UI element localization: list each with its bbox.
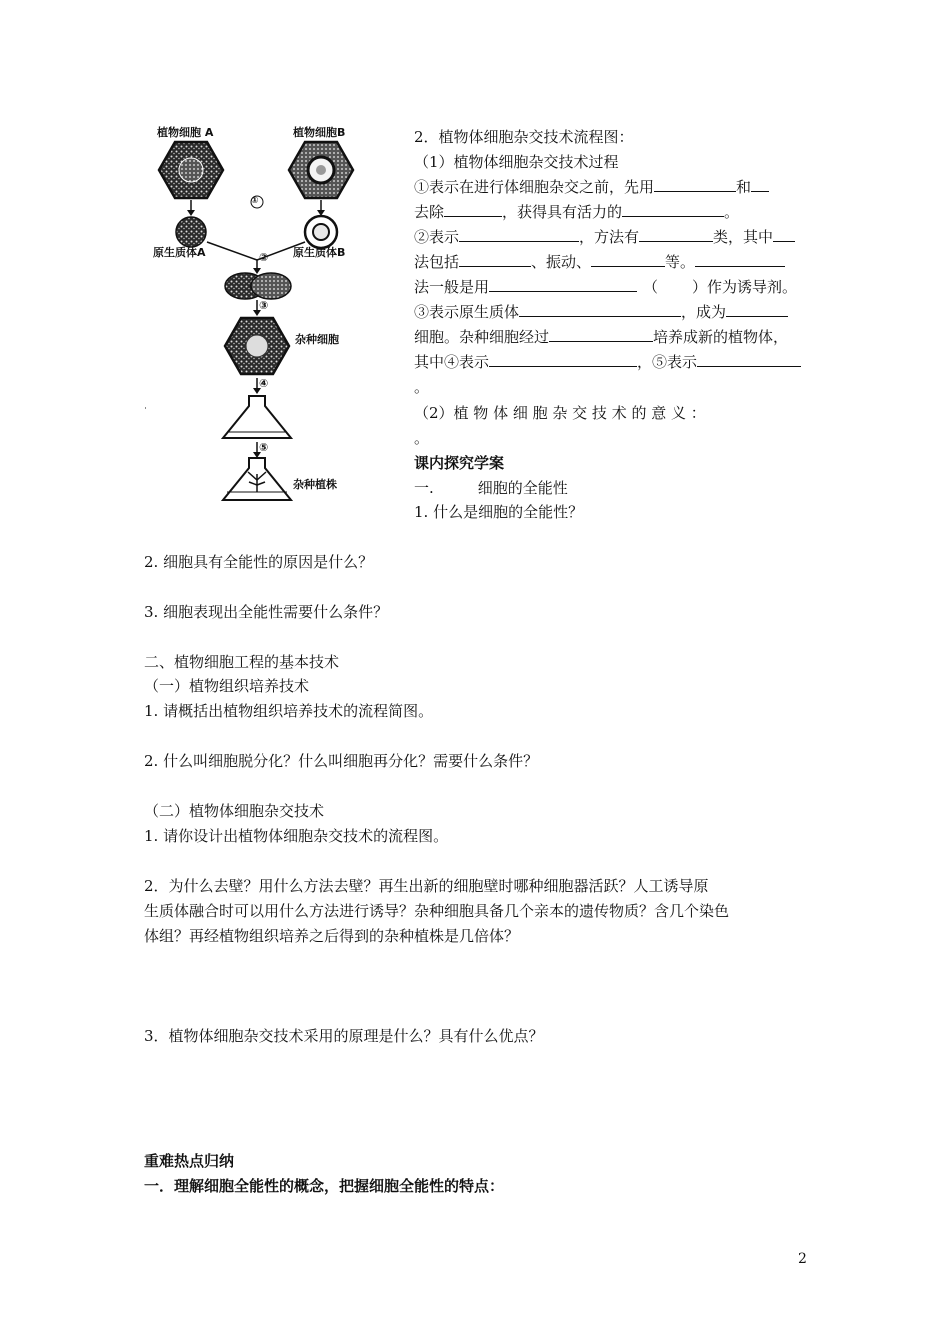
question-3: 3. 细胞表现出全能性需要什么条件？ (144, 603, 389, 621)
label-hybrid-plant: 杂种植株 (293, 478, 337, 491)
section-title-inquiry: 课内探究学案 (414, 454, 505, 472)
significance-subheading: （2）植 物 体 细 胞 杂 交 技 术 的 意 义 ： (414, 404, 706, 422)
fill-line-1: ①表示在进行体细胞杂交之前，先用 和 (414, 176, 769, 198)
fill-line-8: 其中④表示 ，⑤表示 (414, 351, 801, 373)
section-tissue-culture: （一）植物组织培养技术 (144, 677, 310, 695)
label-hybrid-cell: 杂种细胞 (295, 333, 339, 346)
label-step-4: ④ (259, 377, 269, 390)
fill-line-3: ②表示 ，方法有 类，其中 (414, 226, 795, 248)
fill-line-9: 。 (414, 378, 430, 396)
protoplast-a-shape (176, 217, 206, 247)
blank-9[interactable] (591, 252, 665, 267)
hybrid-question-2-line-3: 体组？再经植物组织培养之后得到的杂种植株是几倍体？ (144, 927, 520, 945)
fill-line-4: 法包括 、振动、 等。 (414, 251, 785, 273)
hybrid-question-2-line-1: 2．为什么去壁？用什么方法去壁？再生出新的细胞壁时哪种细胞器活跃？人工诱导原 (144, 877, 709, 895)
fill-line-6: ③表示原生质体 ，成为 (414, 301, 788, 323)
blank-16[interactable] (489, 352, 637, 367)
label-step-5: ⑤ (259, 441, 269, 454)
hybridization-diagram (145, 120, 385, 510)
blank-11[interactable] (489, 277, 637, 292)
tissue-question-2: 2. 什么叫细胞脱分化？什么叫细胞再分化？需要什么条件？ (144, 752, 539, 770)
fill-line-2: 去除 ，获得具有活力的 。 (414, 203, 740, 221)
fill-line-7: 细胞。杂种细胞经过 培养成新的植物体， (414, 328, 789, 346)
label-step-1: ① (251, 196, 259, 206)
hybrid-question-1: 1. 请你设计出植物体细胞杂交技术的流程图。 (144, 827, 449, 845)
hybrid-question-3: 3．植物体细胞杂交技术采用的原理是什么？具有什么优点？ (144, 1027, 544, 1045)
blank-14[interactable] (726, 302, 788, 317)
blank-2[interactable] (751, 177, 769, 192)
section-hybridization: （二）植物体细胞杂交技术 (144, 802, 325, 820)
blank-6[interactable] (639, 227, 713, 242)
key-points-title: 重难热点归纳 (144, 1152, 235, 1170)
key-point-1: 一．理解细胞全能性的概念，把握细胞全能性的特点： (144, 1177, 505, 1195)
blank-7[interactable] (773, 227, 795, 242)
blank-10[interactable] (695, 252, 785, 267)
question-1: 1. 什么是细胞的全能性？ (414, 503, 584, 521)
label-protoplast-a: 原生质体A (153, 246, 206, 259)
blank-4[interactable] (622, 202, 724, 217)
blank-3[interactable] (444, 202, 502, 217)
question-2: 2. 细胞具有全能性的原因是什么？ (144, 553, 374, 571)
blank-8[interactable] (459, 252, 531, 267)
label-plant-cell-a: 植物细胞 A (157, 126, 214, 139)
flowchart-heading: 2．植物体细胞杂交技术流程图： (414, 128, 634, 146)
label-step-2: ② (259, 251, 269, 264)
hybrid-question-2-line-2: 生质体融合时可以用什么方法进行诱导？杂种细胞具备几个亲本的遗传物质？含几个染色 (144, 902, 730, 920)
blank-17[interactable] (697, 352, 801, 367)
part2-heading: 二、植物细胞工程的基本技术 (144, 653, 340, 671)
blank-5[interactable] (459, 227, 579, 242)
label-plant-cell-b: 植物细胞B (293, 126, 346, 139)
part1-heading: 一. 细胞的全能性 (414, 479, 568, 497)
page-number: 2 (798, 1251, 807, 1267)
blank-15[interactable] (549, 327, 653, 342)
label-step-3: ③ (259, 299, 269, 312)
tissue-question-1: 1. 请概括出植物组织培养技术的流程简图。 (144, 702, 434, 720)
fill-line-10: 。 (414, 429, 430, 447)
blank-13[interactable] (519, 302, 681, 317)
fill-line-5: 法一般是用 （ ）作为诱导剂。 (414, 278, 798, 296)
blank-1[interactable] (654, 177, 736, 192)
label-protoplast-b: 原生质体B (293, 246, 346, 259)
process-subheading: （1）植物体细胞杂交技术过程 (414, 153, 619, 171)
